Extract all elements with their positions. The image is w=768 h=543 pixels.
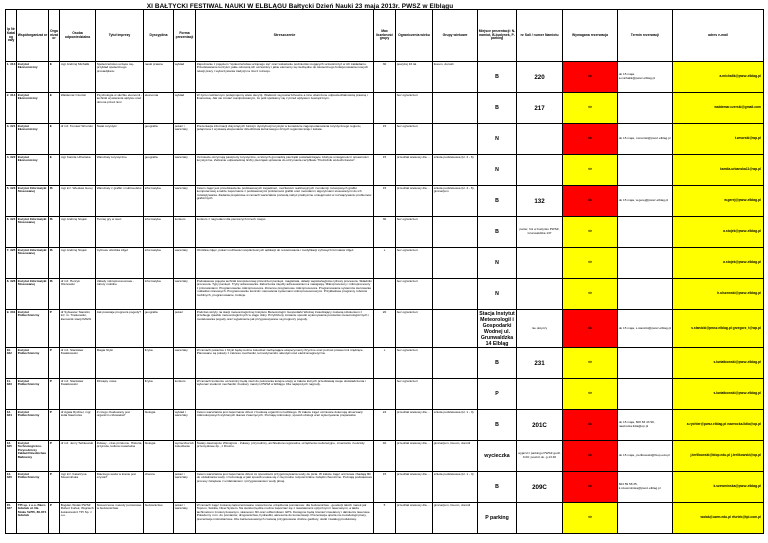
col-org: Orga nizat or bbox=[49, 10, 60, 62]
cell-email[interactable]: h.olszewski@pwsz.elblag.pl bbox=[673, 279, 764, 310]
cell-lp: 13. 335 bbox=[6, 441, 17, 472]
cell-wsp: Instytut Technologiczno-Przyrodniczy Zakład Dziedzictwa Bałtowicy bbox=[17, 441, 49, 472]
cell-dyscyplina: geografia bbox=[144, 124, 174, 155]
cell-wsp: Instytut Politechniczny bbox=[17, 472, 49, 503]
cell-org: P bbox=[49, 441, 60, 472]
cell-ograniczenia: bez ograniczeń bbox=[396, 279, 433, 310]
cell-dyscyplina: informatyka bbox=[144, 217, 174, 248]
cell-streszczenie: Światy dawniejsze Wiśnigrów - Żuławy, przyrodnicy, architektura regionalna, urządzenia melioracyjne, cmentarze i kościoły przemysłowe itp., z Druzno. bbox=[196, 441, 374, 472]
cell-streszczenie: Celem warsztatów jest zapoznanie dzieci z budową organizmu ludzkiego. W trakcie zajęć uczniowie dokonują obserwacji mikroskopowych wybranych tkanek zwierzęcych. Poznają mikroskop, sposób obsługi oraz wykonywanie preparatów. bbox=[196, 410, 374, 441]
cell-osoba: mgr inż. Wiesław Gerej bbox=[60, 186, 96, 217]
cell-lp: 9. 331 bbox=[6, 310, 17, 348]
cell-wsp: TPI sp. z o.o. Biuro Gdańsk ul. Na Stoku 52/55, 80-874 Gdańsk bbox=[17, 503, 49, 534]
cell-grupy: szkoła podstawowa (kl. 4 - 6) bbox=[433, 155, 478, 186]
cell-org: P bbox=[49, 472, 60, 503]
cell-tytul: Warsztaty turystyczne bbox=[96, 155, 144, 186]
col-miejsce: Miejsce prezentacji: N-namiot, B-budynek, P-parking bbox=[478, 10, 517, 62]
table-row bbox=[6, 348, 764, 379]
cell-rezerwacja: tak bbox=[563, 472, 618, 503]
cell-termin: do 15 maja, w.gerej@pwsz.elblag.pl bbox=[618, 186, 673, 217]
cell-termin bbox=[618, 155, 673, 186]
cell-email[interactable]: s.stanicki@pwsz.elblag.pl grzegorz_t@wp.pl bbox=[673, 310, 764, 348]
cell-rezerwacja: tak bbox=[563, 441, 618, 472]
cell-rezerwacja: nie bbox=[563, 348, 618, 379]
cell-ograniczenia: bez ograniczeń bbox=[396, 379, 433, 410]
cell-termin bbox=[618, 379, 673, 410]
cell-dyscyplina: informatyka bbox=[144, 186, 174, 217]
col-osoba: Osoba odpowiedzialna bbox=[60, 10, 96, 62]
cell-forma: wykład bbox=[174, 62, 196, 93]
cell-email[interactable]: wolak@uwm.edu.pl rfurlek@tpi.com.pl bbox=[673, 503, 764, 534]
cell-dyscyplina: geografia bbox=[144, 155, 174, 186]
cell-miejsce: B bbox=[478, 410, 517, 441]
cell-streszczenie: Prezentacja informacji dotyczących funkcji i dystrybucji turystyki w kontekście zagospodarowania turystycznego regionu, połączona z wystawą eksponatów dziedzictwa kulturowego różnych regionów kraju i świata. bbox=[196, 124, 374, 155]
cell-dyscyplina: geografia bbox=[144, 310, 174, 348]
cell-sala bbox=[517, 441, 563, 472]
cell-max: 15 bbox=[374, 124, 396, 155]
cell-max: 15 bbox=[374, 186, 396, 217]
room-number: 209C bbox=[532, 483, 547, 491]
cell-max: 40 bbox=[374, 441, 396, 472]
cell-wsp: Instytut Politechniczny bbox=[17, 410, 49, 441]
cell-email[interactable]: k.szewminska@pwsz.elblag.pl bbox=[673, 472, 764, 503]
cell-lp: 14. 336 bbox=[6, 472, 17, 503]
cell-sala bbox=[517, 379, 563, 410]
table-row bbox=[6, 310, 764, 348]
col-dyscyplina: Dyscyplina bbox=[144, 10, 174, 62]
cell-tytul: Świat turystyki bbox=[96, 124, 144, 155]
cell-ograniczenia: bez ograniczeń bbox=[396, 310, 433, 348]
cell-osoba: mgr Andrzej Michalik bbox=[60, 62, 96, 93]
cell-dyscyplina: nauki prawne bbox=[144, 62, 174, 93]
cell-ograniczenia: bez ograniczeń bbox=[396, 248, 433, 279]
cell-forma: warsztaty bbox=[174, 348, 196, 379]
cell-rezerwacja: nie bbox=[563, 379, 618, 410]
cell-streszczenie: Uczniowie otrzymują paszporty turystyczne, w których gromadzą pieczątki poświadczające zdobyte umiejętności i sprawności turystyczne. Zebranie odpowiedniej liczby pieczątek uprawnia do otrzymania certyfikatu "Podróżnik wszechczasów". bbox=[196, 155, 374, 186]
cell-miejsce: wycieczka bbox=[478, 441, 517, 472]
cell-termin bbox=[618, 348, 673, 379]
table-row bbox=[6, 93, 764, 124]
cell-streszczenie: Obróbka zdjęć, pokaz możliwości współczesnych aplikacji do retuszowania i modyfikacji cyfrowych formatów zdjęć. bbox=[196, 248, 374, 279]
cell-rezerwacja: nie bbox=[563, 503, 618, 534]
cell-streszczenie: W ramach zajęć zostaną zaprezentowane nowoczesne urządzenia pomiarowe: dla budownictwa - geodezji takich marek jak Topcon, Sokkia, Nivel System. Na stoisku będzie można zapoznać się z niwelatorami optycznymi i laserowymi, a także tachimetrem zmotoryzowanym, skanerem 3D oraz odbiornikiem GPS. Dostępne będą również niwelatory i dalmierze laserowe. Pokażemy m.in. do pomiarów, drogownictwa, hydrauliki, akcesoria do konserwacji. Prezentacja oparta na metodologii pracy, prezentacje instruktażowe. Dla zainteresowanych zostaną przygotowane drobne gadżety, ulotki i katalog produktowy. bbox=[196, 503, 374, 534]
cell-org: IS bbox=[49, 248, 60, 279]
cell-grupy bbox=[433, 310, 478, 348]
cell-org: IS bbox=[49, 217, 60, 248]
page-title: XI BAŁTYCKI FESTIWAL NAUKI W ELBLĄGU Bałtycki Dzień Nauki 23 maja 2013r. PWSZ w Elblągu bbox=[146, 3, 454, 10]
cell-max: 20 bbox=[374, 310, 396, 348]
cell-org: IS bbox=[49, 279, 60, 310]
cell-streszczenie: W życiu codziennym podejmujemy wiele decyzji. Wielkość są powierzchowne a inne obarczone odpowiedzialnością prawną i finansową. Jak nie zostać manipulowanym, że jeśli spotkamy się z przed wpływem zewnętrznym. bbox=[196, 93, 374, 124]
cell-sala bbox=[517, 348, 563, 379]
cell-sala bbox=[517, 155, 563, 186]
cell-lp: 1. 313 bbox=[6, 62, 17, 93]
col-max: Max liczebność grupy bbox=[374, 10, 396, 62]
cell-sala bbox=[517, 503, 563, 534]
cell-termin: do 15 maja, s.stanicki@pwsz.elblag.pl bbox=[618, 310, 673, 348]
col-grupy: Grupy wiekowe bbox=[433, 10, 478, 62]
cell-lp: 11. 333 bbox=[6, 379, 17, 410]
cell-org: E bbox=[49, 155, 60, 186]
cell-termin bbox=[618, 217, 673, 248]
cell-miejsce: B bbox=[478, 62, 517, 93]
cell-osoba: mgr Andrzej Stojek bbox=[60, 248, 96, 279]
cell-org: P bbox=[49, 503, 60, 534]
cell-lp: 10. 332 bbox=[6, 348, 17, 379]
room-number: wyjazd z parkingu PWSZ godz. 9.00; powrót ok. g.13.30 bbox=[518, 451, 561, 459]
cell-forma: pokaz bbox=[174, 310, 196, 348]
cell-sala bbox=[517, 472, 563, 503]
col-sala: nr Sali / numer Namiotu bbox=[517, 10, 563, 62]
cell-osoba: dr inż. Jerzy Terlikowski bbox=[60, 441, 96, 472]
cell-rezerwacja: tak bbox=[563, 62, 618, 93]
cell-ograniczenia: bez ograniczeń bbox=[396, 348, 433, 379]
cell-grupy: szkoła podstawowa (kl. 1 - 3) bbox=[433, 410, 478, 441]
cell-tytul: Dlaczego woda w kranie jest czysta? bbox=[96, 472, 144, 503]
cell-streszczenie: W ramach pokazów z fizyki będą można zwiedzać zachęcające eksperymenty fizyczne oraz poznać prawa nimi rządzące. Planowane są pokazy z zakresu mechaniki, termodynamiki, akustyki oraz elektromagnetyzmu. bbox=[196, 348, 374, 379]
cell-osoba: dr inż. Henryk Olszewski bbox=[60, 279, 96, 310]
cell-forma: warsztaty bbox=[174, 248, 196, 279]
cell-max bbox=[374, 379, 396, 410]
cell-osoba: dr inż. Stanisław Kwiatkowski bbox=[60, 348, 96, 379]
cell-termin: 603 59 58 35, k.szewminska@pwsz.elblag.pl bbox=[618, 472, 673, 503]
cell-grupy bbox=[433, 93, 478, 124]
cell-termin bbox=[618, 93, 673, 124]
cell-termin bbox=[618, 248, 673, 279]
header-row bbox=[6, 10, 764, 62]
cell-ograniczenia: przedział wiekowy dla ... bbox=[396, 410, 433, 441]
cell-tytul: Żuławy - czas przełomu. Historia, przyroda, kultura materialna bbox=[96, 441, 144, 472]
table-row bbox=[6, 186, 764, 217]
cell-forma: warsztaty bbox=[174, 279, 196, 310]
cell-email[interactable]: j.terlikowski@biop.edu.pl j.terlikowski@op.pl bbox=[673, 441, 764, 472]
cell-termin: do 15 maja, 600 83 43 99, nawrocka.lidia@op.pl bbox=[618, 410, 673, 441]
cell-forma: pokaz i warsztaty bbox=[174, 124, 196, 155]
room-number: 217 bbox=[534, 104, 545, 112]
cell-tytul: Magia fizyki bbox=[96, 348, 144, 379]
cell-grupy bbox=[433, 279, 478, 310]
cell-osoba: Waldemar Czerski bbox=[60, 93, 96, 124]
col-tytul: Tytuł imprezy bbox=[96, 10, 144, 62]
cell-ograniczenia: przedział wiekowy dla ... bbox=[396, 155, 433, 186]
cell-miejsce: N bbox=[478, 124, 517, 155]
cell-wsp: Instytut Ekonomiczny bbox=[17, 124, 49, 155]
cell-grupy: gimnazjum, liceum, dorośli bbox=[433, 503, 478, 534]
cell-streszczenie: Celem zajęć jest przedstawienie podstawowych zagadnień, możliwości realizacyjnych i tendencji rozwojowych grafiki komputerowej a także zapoznanie z podstawowymi problemami grafiki oraz metodami i algorytmami stosowanymi do ich rozwiązywania. Zadania projektowe w ramach warsztatów pozwolą nabyć praktyczne umiejętności w rozwiązywaniu problemów graficznych. bbox=[196, 186, 374, 217]
cell-max: 30 bbox=[374, 217, 396, 248]
cell-org: E bbox=[49, 93, 60, 124]
cell-email[interactable]: w.gerej@pwsz.elblag.pl bbox=[673, 186, 764, 217]
cell-ograniczenia: powyżej 16 lat bbox=[396, 62, 433, 93]
cell-miejsce: P parking bbox=[478, 503, 517, 534]
cell-streszczenie: Podstawowe pojęcia techniki komputerowej przestrzeń pamięci, magistrala, układy wejścia/wyjścia cyfrowy procesora. Składniki procesora. Typy pamięci. Tryby adresowania. Zaburzenia między adresowaniem a nawigacją. Mikroprocesory i mikroprocesory z przerwaniami. Programowanie mikroprocesora. Zmienne programowe mikroprocesora. Programowanie systemów sterowania i układów czasowych. Programowanie kontroli i sterowania systemami mikroprocesorowymi. Przykładowe programy robotów mobilnych, programowanie, funkcje. bbox=[196, 279, 374, 310]
room-number: 132 bbox=[534, 197, 545, 205]
cell-max: 5 bbox=[374, 503, 396, 534]
cell-osoba: mgr Andrzej Stojek bbox=[60, 217, 96, 248]
cell-org: P bbox=[49, 379, 60, 410]
cell-ograniczenia: przedział wiekowy dla ... bbox=[396, 186, 433, 217]
cell-osoba: dr Sylwester Stanicki, inż. G. Traskowski, kierownik stacji IMGW bbox=[60, 310, 96, 348]
room-number: parter, hol w budynku PWSZ, Grunwaldzka 137 bbox=[519, 227, 560, 235]
cell-sala bbox=[517, 124, 563, 155]
cell-tytul: Cyfrowe obróbka zdjęć bbox=[96, 248, 144, 279]
cell-osoba: dr inż. Stanisław Kwiatkowski bbox=[60, 379, 96, 410]
cell-sala bbox=[517, 186, 563, 217]
cell-forma: wycieczka lub zwiedzanie bbox=[174, 441, 196, 472]
cell-rezerwacja: tak bbox=[563, 410, 618, 441]
cell-dyscyplina: informatyka bbox=[144, 248, 174, 279]
cell-dyscyplina: budownictwo bbox=[144, 503, 174, 534]
cell-streszczenie: Podczas wizyty na stacji meteorologicznej Instytutu Meteorologii i Gospodarki Wodnej zwiedzający zostaną szkoleniem z przebiegu zjawisk meteorologicznych w ciągu doby. Przybliżony zostanie sposób wykonywania pomiarów meteorologicznych i modelowania pogody oraz wyjaśnienie jak przygotowywane są prognozy pogody. bbox=[196, 310, 374, 348]
cell-org: P bbox=[49, 410, 60, 441]
cell-rezerwacja: tak bbox=[563, 186, 618, 217]
cell-termin: do 15 maja, j.terlikowski@biop.edu.pl bbox=[618, 441, 673, 472]
room-number: 220 bbox=[534, 73, 545, 81]
cell-miejsce: B bbox=[478, 186, 517, 217]
table-row bbox=[6, 410, 764, 441]
cell-termin bbox=[618, 279, 673, 310]
table-body bbox=[6, 62, 764, 534]
table-row bbox=[6, 379, 764, 410]
cell-tytul: Układy mikroprocesorowe - roboty mobilne bbox=[96, 279, 144, 310]
cell-sala bbox=[517, 217, 563, 248]
cell-email[interactable]: a.stojek@pwsz.elblag.pl bbox=[673, 248, 764, 279]
cell-rezerwacja: nie bbox=[563, 248, 618, 279]
cell-lp: 3. 321 bbox=[6, 124, 17, 155]
cell-grupy: gimnazjum, liceum, dorośli bbox=[433, 441, 478, 472]
cell-wsp: Instytut Informatyki Stosowanej bbox=[17, 279, 49, 310]
col-wymagana-rezerwacja: Wymagana rezerwacja bbox=[563, 10, 618, 62]
cell-rezerwacja: nie bbox=[563, 93, 618, 124]
room-number: 231 bbox=[534, 359, 545, 367]
cell-tytul: Nowoczesne metody pomiarowe w budownictwie bbox=[96, 503, 144, 534]
table-row bbox=[6, 62, 764, 93]
cell-grupy: szkoła podstawowa (kl. 4 - 6), gimnazjum bbox=[433, 186, 478, 217]
cell-dyscyplina: biologia bbox=[144, 441, 174, 472]
cell-email[interactable]: a.stojek@pwsz.elblag.pl bbox=[673, 217, 764, 248]
col-lp: lp Nr Katalog owy bbox=[6, 10, 17, 62]
cell-wsp: Instytut Informatyki Stosowanej bbox=[17, 217, 49, 248]
cell-org: E bbox=[49, 62, 60, 93]
cell-termin bbox=[618, 503, 673, 534]
col-ograniczenia: Ograniczenia wieku bbox=[396, 10, 433, 62]
room-number: 201C bbox=[532, 421, 547, 429]
cell-tytul: Społeczeństwo uczące się-przykład społecznego prosiadplanu bbox=[96, 62, 144, 93]
cell-org: P bbox=[49, 348, 60, 379]
table-row bbox=[6, 124, 764, 155]
cell-ograniczenia: przedział wiekowy dla ... bbox=[396, 503, 433, 534]
cell-email[interactable]: s.kwiatkowski@pwsz.elblag.pl bbox=[673, 379, 764, 410]
cell-miejsce: N bbox=[478, 279, 517, 310]
cell-max bbox=[374, 93, 396, 124]
cell-miejsce: P bbox=[478, 379, 517, 410]
cell-forma: pokaz i warsztaty bbox=[174, 472, 196, 503]
cell-dyscyplina: fizyka bbox=[144, 348, 174, 379]
cell-grupy bbox=[433, 217, 478, 248]
cell-forma: wykład bbox=[174, 93, 196, 124]
cell-wsp: Instytut Politechniczny bbox=[17, 348, 49, 379]
cell-miejsce: Stacja Instytut Meteorologii i Gospodarki Wodnej ul. Grunwaldzka 14 Elbląg bbox=[479, 310, 515, 347]
cell-termin: do 15 maja, t.wnorski@pwsz.elblag.pl bbox=[618, 124, 673, 155]
cell-email[interactable]: t.wnorski@wp.pl bbox=[673, 124, 764, 155]
cell-max: 15 bbox=[374, 472, 396, 503]
col-streszczenie: Streszczenie bbox=[196, 10, 374, 62]
cell-forma: wykład i warsztaty bbox=[174, 410, 196, 441]
cell-lp: 5. 323 bbox=[6, 186, 17, 217]
cell-lp: 15. 337 bbox=[6, 503, 17, 534]
cell-osoba: Bogdan Wolak PWSZ Robert Furlek, Wojciech Łukaszewicz TPI Sp. z o.o. bbox=[60, 503, 96, 534]
cell-max bbox=[374, 279, 396, 310]
cell-tytul: Dźwięky nowe bbox=[96, 379, 144, 410]
cell-miejsce: N bbox=[478, 248, 517, 279]
cell-wsp: Instytut Informatyki Stosowanej bbox=[17, 248, 49, 279]
col-forma: Forma prezentacji bbox=[174, 10, 196, 62]
cell-tytul: Psychologia w służbie ekonomii - techniki wywierania wpływu oraz obrona przed nimi bbox=[96, 93, 144, 124]
cell-email[interactable]: a.michalik@pwsz.elblag.pl bbox=[673, 62, 764, 93]
cell-rezerwacja: nie bbox=[563, 217, 618, 248]
cell-rezerwacja: tak bbox=[563, 124, 618, 155]
cell-tytul: Turniej gry w sieci bbox=[96, 217, 144, 248]
cell-miejsce: N bbox=[478, 155, 517, 186]
cell-streszczenie: konkurs z nagrodami dla pierwszych trzech miejsc. bbox=[196, 217, 374, 248]
cell-max: 24 bbox=[374, 410, 396, 441]
cell-ograniczenia: bez ograniczeń bbox=[396, 93, 433, 124]
cell-streszczenie: W ramach konkursu uczestnicy będą mieli do pokonania kolejne etapy w trakcie których przedstawią swoje doświadczenia i wykonać studenci mechaniki i budowy maszyn PWSZ w Elblągu. Dla najlepszych nagrody. bbox=[196, 379, 374, 410]
cell-forma: warsztaty bbox=[174, 186, 196, 217]
cell-wsp: Instytut Ekonomiczny bbox=[17, 93, 49, 124]
cell-grupy: liceum, dorośli bbox=[433, 62, 478, 93]
cell-rezerwacja: nie bbox=[563, 155, 618, 186]
table-row bbox=[6, 155, 764, 186]
table-row bbox=[6, 441, 764, 472]
cell-streszczenie: Celem warsztatów jest zapoznanie dzieci ze sposobami przygotowywania wody do picia. W trakcie zajęć uczniowie zbadają filtr do uzdatniania wody i zrozumieją w jaki sposób usuwa się z niej trudno rozpuszczalne związki chemiczne. Poznają podstawowe procesy związane z uzdatnianiem i przygotowaniem wody pitnej. bbox=[196, 472, 374, 503]
cell-forma: warsztaty bbox=[174, 155, 196, 186]
cell-wsp: Instytut Politechniczny bbox=[17, 310, 49, 348]
cell-osoba: mgr Kamila Urbańska bbox=[60, 155, 96, 186]
cell-miejsce: B bbox=[478, 348, 517, 379]
cell-max: 30 bbox=[374, 62, 396, 93]
cell-dyscyplina: informatyka bbox=[144, 279, 174, 310]
events-table bbox=[5, 9, 764, 534]
cell-forma: konkurs bbox=[174, 217, 196, 248]
table-row bbox=[6, 503, 764, 534]
cell-osoba: dr Agata Rychter, mgr Lidia Nawrocka bbox=[60, 410, 96, 441]
table-row bbox=[6, 217, 764, 248]
cell-miejsce: B bbox=[478, 472, 517, 503]
cell-lp: 6. 324 bbox=[6, 217, 17, 248]
cell-grupy bbox=[433, 124, 478, 155]
cell-lp: 4. 322 bbox=[6, 155, 17, 186]
cell-miejsce: B bbox=[478, 93, 517, 124]
cell-lp: 7. 325 bbox=[6, 248, 17, 279]
cell-email[interactable]: a.rychter@pwsz.elblag.pl nawrocka.lidia@op.pl bbox=[673, 410, 764, 441]
cell-lp: 2. 314 bbox=[6, 93, 17, 124]
cell-lp: 12. 334 bbox=[6, 410, 17, 441]
cell-forma: konkurs bbox=[174, 379, 196, 410]
cell-rezerwacja: nie bbox=[563, 279, 618, 310]
cell-max: x bbox=[374, 348, 396, 379]
cell-dyscyplina: chemia bbox=[144, 472, 174, 503]
cell-sala bbox=[517, 410, 563, 441]
cell-org: P bbox=[49, 310, 60, 348]
table-row bbox=[6, 472, 764, 503]
cell-dyscyplina: biologia bbox=[144, 410, 174, 441]
cell-termin: do 15 maja, a.michalik@pwsz.elblag.pl bbox=[618, 62, 673, 93]
col-wsp: Współorganizat or bbox=[17, 10, 49, 62]
cell-miejsce: B bbox=[478, 217, 517, 248]
room-number: nie dotyczy bbox=[531, 325, 548, 330]
cell-wsp: Instytut Informatyki Stosowanej bbox=[17, 186, 49, 217]
cell-max: x bbox=[374, 248, 396, 279]
cell-org: E bbox=[49, 124, 60, 155]
cell-sala bbox=[517, 248, 563, 279]
cell-sala bbox=[517, 279, 563, 310]
cell-ograniczenia: przedział wiekowy dla ... bbox=[396, 441, 433, 472]
col-termin: Termin rezerwacji bbox=[618, 10, 673, 62]
cell-lp: 8. 326 bbox=[6, 279, 17, 310]
cell-rezerwacja: tak bbox=[563, 310, 618, 348]
cell-sala bbox=[517, 310, 563, 348]
cell-streszczenie: Zapoznanie z pojęciem "społeczeństwa uczącego się" oraz wskazanie podmiotów mogących uczestniczyć w ich zakładaniu. Przedstawienie korzyści, jakie odnoszą ich uczestnicy i jakie elementy są niezbędne do skutecznego funkcjonowania nowych relacji pracy i wykorzystania tradycji na rzecz rozwoju. bbox=[196, 62, 374, 93]
cell-dyscyplina: ekonomia bbox=[144, 93, 174, 124]
cell-grupy bbox=[433, 348, 478, 379]
cell-max: 15 bbox=[374, 155, 396, 186]
cell-osoba: mgr inż. Katarzyna Szewmińska bbox=[60, 472, 96, 503]
cell-ograniczenia: bez ograniczeń bbox=[396, 217, 433, 248]
cell-tytul: Z czego zbudowany jest organizm człowieka? bbox=[96, 410, 144, 441]
cell-email[interactable]: kamila.urbanska11@wp.pl bbox=[673, 155, 764, 186]
table-row bbox=[6, 279, 764, 310]
cell-wsp: Instytut Ekonomiczny bbox=[17, 62, 49, 93]
cell-tytul: Warsztaty z grafiki i multimediów bbox=[96, 186, 144, 217]
cell-ograniczenia: przedział wiekowy dla ... bbox=[396, 472, 433, 503]
cell-tytul: Jak powstaje prognoza pogody? bbox=[96, 310, 144, 348]
cell-osoba: dr inż. Tomasz Wnorski bbox=[60, 124, 96, 155]
cell-email[interactable]: waldemar.czerski@gmail.com bbox=[673, 93, 764, 124]
cell-wsp: Instytut Ekonomiczny bbox=[17, 155, 49, 186]
cell-sala bbox=[517, 93, 563, 124]
cell-org: IS bbox=[49, 186, 60, 217]
cell-grupy bbox=[433, 248, 478, 279]
cell-sala bbox=[517, 62, 563, 93]
col-adres: adres e-mail bbox=[673, 10, 764, 62]
cell-email[interactable]: s.kwiatkowski@pwsz.elblag.pl bbox=[673, 348, 764, 379]
cell-wsp: Instytut Politechniczny bbox=[17, 379, 49, 410]
cell-ograniczenia: bez ograniczeń bbox=[396, 124, 433, 155]
cell-dyscyplina: fizyka bbox=[144, 379, 174, 410]
cell-forma: pokaz i warsztaty bbox=[174, 503, 196, 534]
table-row bbox=[6, 248, 764, 279]
cell-grupy: szkoła podstawowa (kl. 1 - 3) bbox=[433, 472, 478, 503]
cell-grupy bbox=[433, 379, 478, 410]
